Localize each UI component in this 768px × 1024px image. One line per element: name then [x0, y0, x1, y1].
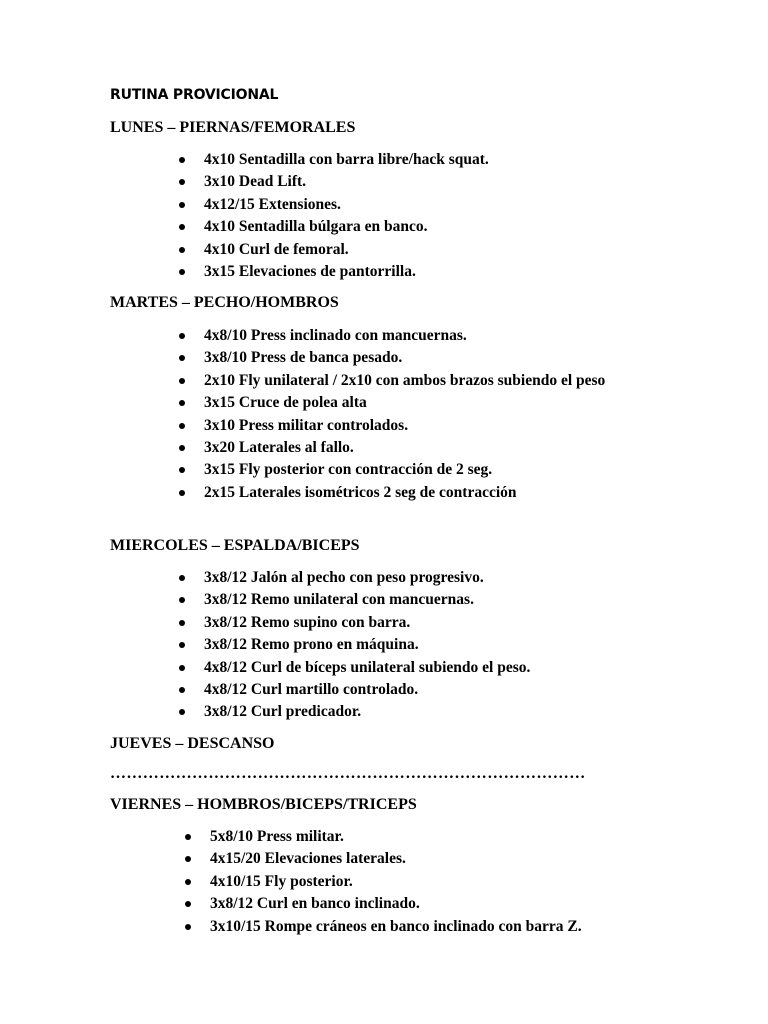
bullet-icon [179, 202, 185, 208]
bullet-icon [179, 157, 185, 163]
bullet-icon [179, 709, 185, 715]
list-item: 3x8/12 Remo supino con barra. [179, 612, 649, 634]
day-heading-jueves: JUEVES – DESCANSO [110, 735, 275, 752]
list-item: 5x8/10 Press militar. [185, 826, 665, 848]
list-item: 4x8/12 Curl martillo controlado. [179, 679, 649, 701]
bullet-icon [185, 834, 191, 840]
list-item: 3x15 Elevaciones de pantorrilla. [179, 261, 619, 283]
dotted-separator: …………………………………………………………………………… [110, 765, 586, 782]
bullet-icon [179, 224, 185, 230]
day-heading-lunes: LUNES – PIERNAS/FEMORALES [110, 119, 356, 136]
bullet-icon [185, 879, 191, 885]
bullet-icon [179, 445, 185, 451]
bullet-icon [179, 355, 185, 361]
list-item: 3x10 Press militar controlados. [179, 415, 649, 437]
list-item: 4x10/15 Fly posterior. [185, 871, 665, 893]
list-item: 3x8/12 Curl en banco inclinado. [185, 893, 665, 915]
exercise-list-viernes [185, 826, 665, 938]
list-item: 2x10 Fly unilateral / 2x10 con ambos brazos subiendo el peso [179, 370, 649, 392]
exercise-list-miercoles [179, 567, 649, 724]
bullet-icon [179, 333, 185, 339]
day-heading-viernes: VIERNES – HOMBROS/BICEPS/TRICEPS [110, 796, 417, 813]
bullet-icon [179, 467, 185, 473]
list-item: 4x15/20 Elevaciones laterales. [185, 848, 665, 870]
list-item: 3x15 Cruce de polea alta [179, 392, 649, 414]
day-heading-miercoles: MIERCOLES – ESPALDA/BICEPS [110, 537, 360, 554]
list-item: 4x10 Sentadilla búlgara en banco. [179, 216, 619, 238]
bullet-icon [179, 423, 185, 429]
bullet-icon [179, 575, 185, 581]
list-item: 3x8/12 Jalón al pecho con peso progresivo. [179, 567, 649, 589]
list-item: 4x8/12 Curl de bíceps unilateral subiendo el peso. [179, 657, 649, 679]
list-item: 3x10/15 Rompe cráneos en banco inclinado con barra Z. [185, 916, 665, 938]
bullet-icon [179, 247, 185, 253]
bullet-icon [179, 400, 185, 406]
bullet-icon [179, 620, 185, 626]
list-item: 3x10 Dead Lift. [179, 171, 619, 193]
exercise-list-lunes [179, 149, 619, 283]
exercise-list-martes [179, 325, 649, 504]
bullet-icon [179, 378, 185, 384]
list-item: 4x12/15 Extensiones. [179, 194, 619, 216]
day-heading-martes: MARTES – PECHO/HOMBROS [110, 294, 339, 311]
bullet-icon [179, 269, 185, 275]
bullet-icon [179, 687, 185, 693]
list-item: 4x10 Sentadilla con barra libre/hack squat. [179, 149, 619, 171]
list-item: 3x8/12 Remo prono en máquina. [179, 634, 649, 656]
document-title: RUTINA PROVICIONAL [110, 87, 279, 103]
bullet-icon [179, 179, 185, 185]
list-item: 2x15 Laterales isométricos 2 seg de contracción [179, 482, 649, 504]
bullet-icon [179, 665, 185, 671]
list-item: 3x8/10 Press de banca pesado. [179, 347, 649, 369]
list-item: 3x8/12 Remo unilateral con mancuernas. [179, 589, 649, 611]
list-item: 3x20 Laterales al fallo. [179, 437, 649, 459]
bullet-icon [179, 490, 185, 496]
bullet-icon [179, 597, 185, 603]
list-item: 4x10 Curl de femoral. [179, 239, 619, 261]
list-item: 4x8/10 Press inclinado con mancuernas. [179, 325, 649, 347]
list-item: 3x8/12 Curl predicador. [179, 701, 649, 723]
bullet-icon [179, 642, 185, 648]
bullet-icon [185, 924, 191, 930]
list-item: 3x15 Fly posterior con contracción de 2 seg. [179, 459, 649, 481]
bullet-icon [185, 856, 191, 862]
bullet-icon [185, 901, 191, 907]
